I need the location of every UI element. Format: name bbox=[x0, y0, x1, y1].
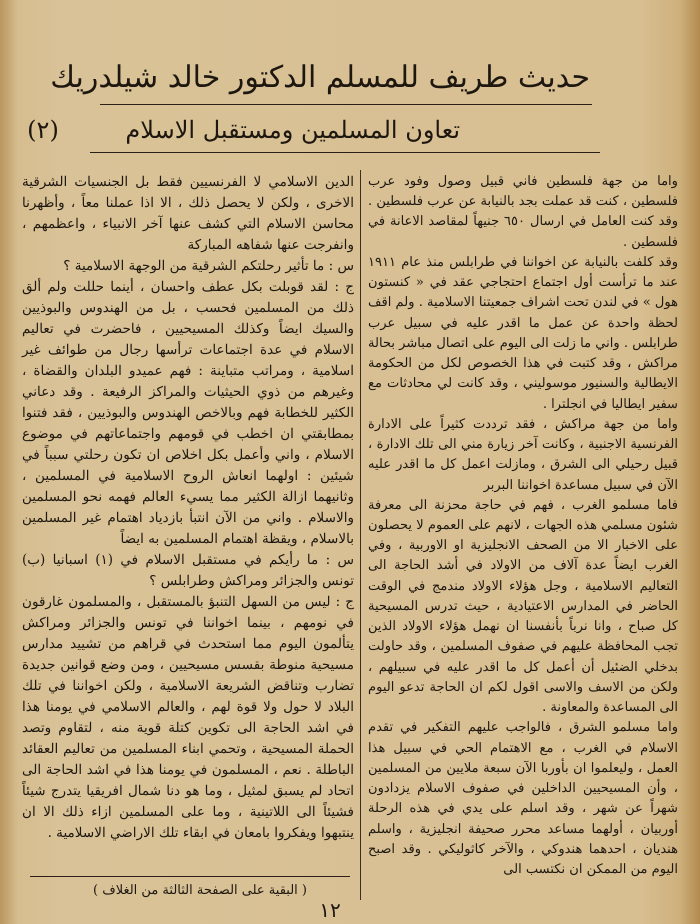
column-divider bbox=[360, 170, 361, 900]
footnote-rule bbox=[30, 876, 350, 877]
right-paragraph-tripoli: وقد كلفت بالنيابة عن اخواننا في طرابلس منذ عام ١٩١١ عند ما ترأست أول اجتماع احتجاجي عقد في « كنستون هول » في لندن تحت اشراف جمعيتنا الاسلامية . ولم اقف لحظة واحدة عن عمل ما اقدر عليه في سبيل عرب طرابلس . واني ما زلت الى اليوم على اتصال مباشر بحالة مراكش ، وقد كتبت في هذا الخصوص لكل من الحكومة الايطالية والسنيور موسوليني ، وقد كانت لي محادثات مع سفير ايطاليا في انجلترا . bbox=[368, 254, 678, 412]
right-column bbox=[368, 172, 678, 890]
right-paragraph-palestine: واما من جهة فلسطين فاني قبيل وصول وفود عرب فلسطين ، كنت قد عملت بجد بالنيابة عن عرب فلسطين . وقد كنت العامل في ارسال ٦٥٠ جنيهاً لمقاصد الاعانة في فلسطين . bbox=[368, 174, 678, 250]
title-rule bbox=[100, 104, 592, 105]
left-answer-journey: ج : لقد قوبلت بكل عطف واحسان ، أينما حللت ولم ألق ذلك من المسلمين فحسب ، بل من الهندوس والبوذيين والسيك ايضاً وكذلك المسيحيين ، فاحضرت في تعاليم الاسلام في عدة اجتماعات ترأسها رجال من طوائف غير اسلامية ، ومراتب متباينة : فهم عميدو البلدان والقضاة ، وغيرهم من ذوي الحيثيات والمراكز الرفيعة . وقد دعاني الكثير للخطابة فهم وبالاخص الهندوس والبوذيين ، فقد فتنوا بمطابقتي ان اخطب في قومهم واجتماعاتهم في موضوع الاسلام ، واني وأعمل بكل اخلاص ان تكون رحلتي سبباً في شيئين : اولهما انعاش الروح الاسلامية في المسلمين ، وثانيهما ازالة الكثير مما يسيء العالم فهمه نحو المسلمين والاسلام . واني من الآن انتبأ بازدياد اهتمام غير المسلمين بالاسلام ، ويقظة اهتمام المسلمين به ايضاً bbox=[22, 279, 354, 547]
left-question-future: س : ما رأيكم في مستقبل الاسلام في (١) اسبانيا (ب) تونس والجزائر ومراكش وطرابلس ؟ bbox=[22, 552, 354, 589]
left-paragraph-intro: الدين الاسلامي لا الفرنسيين فقط بل الجنسيات الشرقية الاخرى ، ولكن لا يحصل ذلك ، الا اذا عملنا معاً ، وأظهرنا محاسن الاسلام التي كشف عنها آخر الانبياء ، واعظمهم ، وانفرجت عنها شفاهه المباركة bbox=[22, 174, 354, 253]
subtitle-rule bbox=[90, 152, 600, 153]
right-paragraph-western-muslims: فاما مسلمو الغرب ، فهم في حاجة محزنة الى معرفة شئون مسلمي هذه الجهات ، لانهم على العموم لا يحصلون على الاخبار الا من الصحف الانجليزية او الاوربية ، وفي الغرب ايضاً عدة آلاف من الاولاد في أشد الحاجة الى التعاليم الاسلامية ، وجل هؤلاء الاولاد مندمج في الوقت الحاضر في المدارس الاعتيادية ، حيث تدرس المسيحية كل صباح ، وانا نرباً بأنفسنا ان نهمل هؤلاء الاولاد الذين تجب المحافظة عليهم في صفوف المسلمين ، وقد حاولت بدخلي الضئيل أن أعمل كل ما اقدر عليه في سبيلهم ، ولكن من الاسف والاسى اقول لكم ان الحاجة تدعو اليوم الى المساعدة والمعاونة . bbox=[368, 497, 678, 716]
continued-note: ( البقية على الصفحة الثالثة من الغلاف ) bbox=[93, 883, 307, 898]
page-number: ١٢ bbox=[319, 898, 341, 922]
right-paragraph-morocco: واما من جهة مراكش ، فقد ترددت كثيراً على الادارة الفرنسية الاجنبية ، وكانت آخر زيارة مني الى تلك الادارة ، قبيل رحيلي الى الشرق ، ومازلت اعمل كل ما اقدر عليه الآن في سبيل مساعدة اخواننا البربر bbox=[368, 416, 678, 493]
article-title: حديث طريف للمسلم الدكتور خالد شيلدريك bbox=[50, 60, 590, 95]
left-column bbox=[22, 172, 354, 860]
left-answer-future: ج : ليس من السهل التنبؤ بالمستقبل ، والمسلمون غارقون في نومهم ، بينما اخواننا في تونس والجزائر ومراكش يتألمون اليوم مما استحدث في قراهم من تشييد مدارس مسيحية منوطة بقسس مسيحيين ، ومن وضع قوانين جديدة تضارب وتناقض الشريعة الاسلامية ، ولكن اخواننا في تلك البلاد لا حول ولا قوة لهم ، والعالم الاسلامي في يومنا هذا في اشد الحاجة الى تكوين كتلة قوية منه ، لتقاوم وتصد الحملة المسيحية ، وتحمي ابناء المسلمين من تعاليم العقائد الباطلة . نعم ، المسلمون في يومنا هذا في اشد الحاجة الى اتحاد لم يسبق لمثيل ، وما هو دنا شمال افريقيا يتدرج شيئاً فشيئاً الى اللاتينية ، وما على المسلمين ازاء ذلك الا ان ينتبهوا ويفكروا بامعان في ابقاء تلك الاراضي الاسلامية . bbox=[22, 594, 354, 841]
left-question-journey: س : ما تأثير رحلتكم الشرقية من الوجهة الاسلامية ؟ bbox=[63, 258, 354, 274]
part-number: (٢) bbox=[27, 116, 59, 144]
right-paragraph-eastern-muslims: واما مسلمو الشرق ، فالواجب عليهم التفكير في تقدم الاسلام في الغرب ، مع الاهتمام الحي في سبيل هذا العمل ، وليعلموا ان بأوربا الآن سبعة ملايين من المسلمين ، وأن المسيحيين الداخلين في صفوف الاسلام يزدادون شهراً عن شهر ، وقد اسلم على يدي في هذه الرحلة أوربيان ، أولهما مساعد محرر صحيفة انجليزية ، واسلم هنديان ، احدهما هندوكي ، والآخر كاثوليكي . وقد اصبح اليوم من الممكن ان نكتسب الى bbox=[368, 720, 678, 877]
article-subtitle: تعاون المسلمين ومستقبل الاسلام bbox=[125, 116, 460, 144]
